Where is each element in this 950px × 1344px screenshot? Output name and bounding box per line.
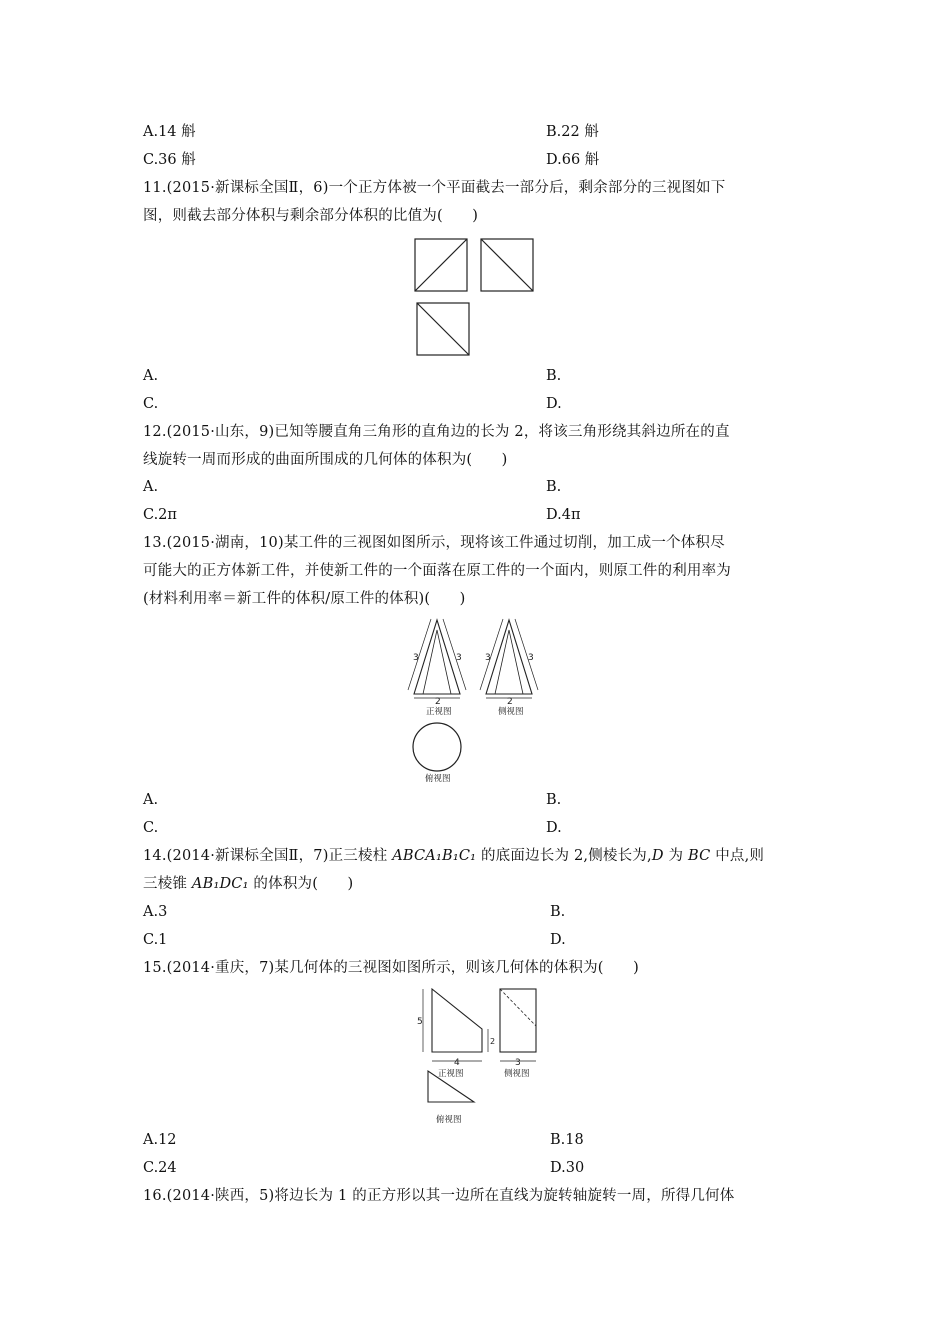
q13-front-view-inner-triangle: [423, 630, 451, 694]
q14-point-d: D: [651, 848, 664, 864]
q13-front-base-label: 2: [435, 697, 441, 707]
q11-front-view-diagonal: [415, 239, 467, 291]
q13-top-view-caption: 俯视图: [425, 774, 451, 784]
q13-option-a: A.: [143, 792, 159, 808]
q13-option-d: D.: [546, 820, 562, 836]
q14-line1-mid: 的底面边长为 2,侧棱长为,: [476, 848, 652, 864]
q10-option-b: B.22 斛: [546, 124, 599, 140]
q14-option-c: C.1: [143, 932, 168, 948]
q16-text-line1: 16.(2014·陕西，5)将边长为 1 的正方形以其一边所在直线为旋转轴旋转一周，所得几何体: [143, 1188, 735, 1204]
q12-option-a: A.: [143, 479, 159, 495]
q14-option-a: A.3: [143, 904, 168, 920]
q12-option-b: B.: [546, 479, 562, 495]
q11-option-a: A.: [143, 368, 159, 384]
q13-option-c: C.: [143, 820, 159, 836]
q15-side-width-label: 3: [515, 1058, 521, 1068]
q13-side-view-caption: 侧视图: [498, 707, 524, 717]
q11-option-d: D.: [546, 396, 562, 412]
q15-option-a: A.12: [143, 1132, 177, 1148]
q15-front-small-label: 2: [490, 1037, 496, 1046]
q13-option-b: B.: [546, 792, 562, 808]
q15-front-height-label: 5: [417, 1017, 423, 1027]
q15-side-view-rectangle: [500, 989, 536, 1052]
q12-text-line2: 线旋转一周而形成的曲面所围成的几何体的体积为( ): [143, 452, 508, 468]
q13-front-slant-label-right: 3: [456, 653, 462, 663]
q13-text-line1: 13.(2015·湖南，10)某工件的三视图如图所示，现将该工件通过切削，加工成一个体积尽: [143, 535, 725, 551]
q13-side-view-inner-triangle: [495, 630, 523, 694]
q13-text-line2: 可能大的正方体新工件，并使新工件的一个面落在原工件的一个面内，则原工件的利用率为: [143, 563, 731, 579]
q14-option-b: B.: [550, 904, 566, 920]
q13-side-left-dim-line: [480, 619, 503, 690]
q13-side-slant-label: 3: [485, 653, 491, 663]
q13-front-slant-label: 3: [413, 653, 419, 663]
q15-option-c: C.24: [143, 1160, 177, 1176]
q11-text-line2: 图，则截去部分体积与剩余部分体积的比值为( ): [143, 208, 479, 224]
q15-front-width-label: 4: [454, 1058, 460, 1068]
q15-side-view-hidden-line: [500, 989, 536, 1026]
q15-option-b: B.18: [550, 1132, 584, 1148]
q15-top-view-caption: 俯视图: [436, 1115, 462, 1125]
q13-side-right-dim-line: [515, 619, 538, 690]
q14-line1-post: 中点,则: [710, 848, 765, 864]
q15-text-line1: 15.(2014·重庆，7)某几何体的三视图如图所示，则该几何体的体积为( ): [143, 960, 639, 976]
q14-line2-pre: 三棱锥: [143, 876, 192, 892]
q14-segment-bc: BC: [687, 848, 711, 864]
q11-option-c: C.: [143, 396, 159, 412]
q12-option-c: C.2π: [143, 507, 177, 523]
q13-text-line3: (材料利用率＝新工件的体积/原工件的体积)( ): [143, 591, 466, 607]
q10-option-c: C.36 斛: [143, 152, 196, 168]
q14-prism-name: ABCA₁B₁C₁: [392, 848, 477, 864]
q14-text-line1: [143, 846, 764, 866]
q11-side-view-diagonal: [481, 239, 533, 291]
q15-front-view-caption: 正视图: [438, 1069, 464, 1079]
q12-option-d: D.4π: [546, 507, 581, 523]
q11-text-line1: 11.(2015·新课标全国Ⅱ，6)一个正方体被一个平面截去一部分后，剩余部分的三视图如下: [143, 180, 726, 196]
q13-front-left-dim-line: [408, 619, 431, 690]
q14-line1-mid2: 为: [663, 848, 688, 864]
q12-text-line1: 12.(2015·山东，9)已知等腰直角三角形的直角边的长为 2，将该三角形绕其斜边所在的直: [143, 424, 730, 440]
q11-option-b: B.: [546, 368, 562, 384]
q13-front-right-dim-line: [443, 619, 466, 690]
q13-front-view-caption: 正视图: [426, 707, 452, 717]
q14-pyramid-name: AB₁DC₁: [191, 876, 249, 892]
q15-option-d: D.30: [550, 1160, 585, 1176]
q14-line2-post: 的体积为( ): [248, 876, 354, 892]
q11-top-view-diagonal: [417, 303, 469, 355]
q13-three-view-figure: [404, 618, 554, 784]
q15-front-view-trapezoid: [432, 989, 482, 1052]
q15-three-view-figure: [414, 984, 550, 1126]
q11-three-view-figure: [412, 236, 536, 360]
q13-side-slant-label-right: 3: [528, 653, 534, 663]
q14-line1-pre: 14.(2014·新课标全国Ⅱ，7)正三棱柱: [143, 848, 393, 864]
q10-option-a: A.14 斛: [143, 124, 196, 140]
q13-top-view-circle: [413, 723, 461, 771]
q13-side-base-label: 2: [507, 697, 513, 707]
q14-option-d: D.: [550, 932, 566, 948]
q15-side-view-caption: 侧视图: [504, 1069, 530, 1079]
q10-option-d: D.66 斛: [546, 152, 600, 168]
q14-text-line2: [143, 874, 353, 894]
